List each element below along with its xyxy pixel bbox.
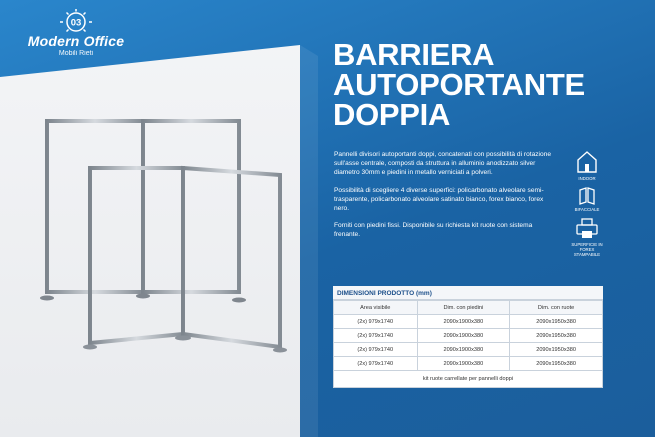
printer-icon <box>575 218 599 240</box>
back-barrier <box>47 121 239 300</box>
sun-badge-icon <box>56 8 96 34</box>
dimensions-grid <box>333 300 603 388</box>
feature-indoor <box>566 150 608 181</box>
table-cell: 2090x1900x380 <box>417 329 510 343</box>
column-header: Dim. con piedini <box>417 301 510 315</box>
table-header-row <box>334 301 603 315</box>
column-header: Dim. con ruote <box>510 301 603 315</box>
title-line-2: AUTOPORTANTE <box>333 67 585 102</box>
description-paragraph: Forniti con piedini fissi. Disponibile su richiesta kit ruote con sistema frenante. <box>334 222 533 239</box>
description-paragraph: Possibilità di scegliere 4 diverse superfici: policarbonato alveolare semi-trasparente, policarbonato alveolare satinato bianco, forex bianco, forex nero. <box>334 186 544 213</box>
table-row <box>334 315 603 329</box>
dimensions-table <box>333 286 603 388</box>
brand-tagline: Mobili Rieti <box>58 50 94 57</box>
description-paragraph: Pannelli divisori autoportanti doppi, concatenati con possibilità di rotazione sull'asse centrale, composti da struttura in alluminio anodizzato silver diametro 30mm e piedini in metallo verniciati a polveri. <box>334 151 551 177</box>
feature-icons <box>566 150 608 263</box>
title-line-3: DOPPIA <box>333 97 451 132</box>
table-cell: 2090x1900x380 <box>417 315 510 329</box>
svg-text:03: 03 <box>70 17 82 29</box>
product-title <box>333 37 633 132</box>
table-cell: 2090x1900x380 <box>417 343 510 357</box>
house-icon <box>576 150 598 174</box>
product-description <box>334 150 560 248</box>
front-left-frame <box>90 168 183 343</box>
front-right-frame <box>183 168 280 347</box>
table-cell: 2090x1950x380 <box>510 343 603 357</box>
feature-label: SUPERFICIE IN FOREX STAMPABILE <box>571 242 603 257</box>
feature-double-sided <box>566 187 608 212</box>
back-feet <box>40 294 246 303</box>
column-header: Area visibile <box>334 301 418 315</box>
table-row <box>334 357 603 371</box>
feature-label: BIFACCIALE <box>574 207 600 212</box>
table-row <box>334 343 603 357</box>
table-heading: DIMENSIONI PRODOTTO (mm) <box>333 286 603 300</box>
table-footer: kit ruote carrellate per pannelli doppi <box>334 371 603 388</box>
table-cell: 2090x1900x380 <box>417 357 510 371</box>
brand-logo <box>22 8 130 57</box>
table-cell: (2x) 979x1740 <box>334 329 418 343</box>
table-cell: (2x) 979x1740 <box>334 357 418 371</box>
table-cell: 2090x1950x380 <box>510 329 603 343</box>
back-right-frame <box>143 121 239 292</box>
table-cell: (2x) 979x1740 <box>334 315 418 329</box>
title-line-1: BARRIERA <box>333 37 495 72</box>
feature-printable <box>566 218 608 257</box>
table-cell: 2090x1950x380 <box>510 315 603 329</box>
back-left-frame <box>47 121 143 292</box>
brand-name: Modern Office <box>27 33 125 49</box>
table-cell: (2x) 979x1740 <box>334 343 418 357</box>
front-barrier <box>90 164 280 350</box>
table-row <box>334 329 603 343</box>
double-sided-icon <box>576 187 598 205</box>
table-footer-row <box>334 371 603 388</box>
feature-label: INDOOR <box>578 176 596 181</box>
table-cell: 2090x1950x380 <box>510 357 603 371</box>
